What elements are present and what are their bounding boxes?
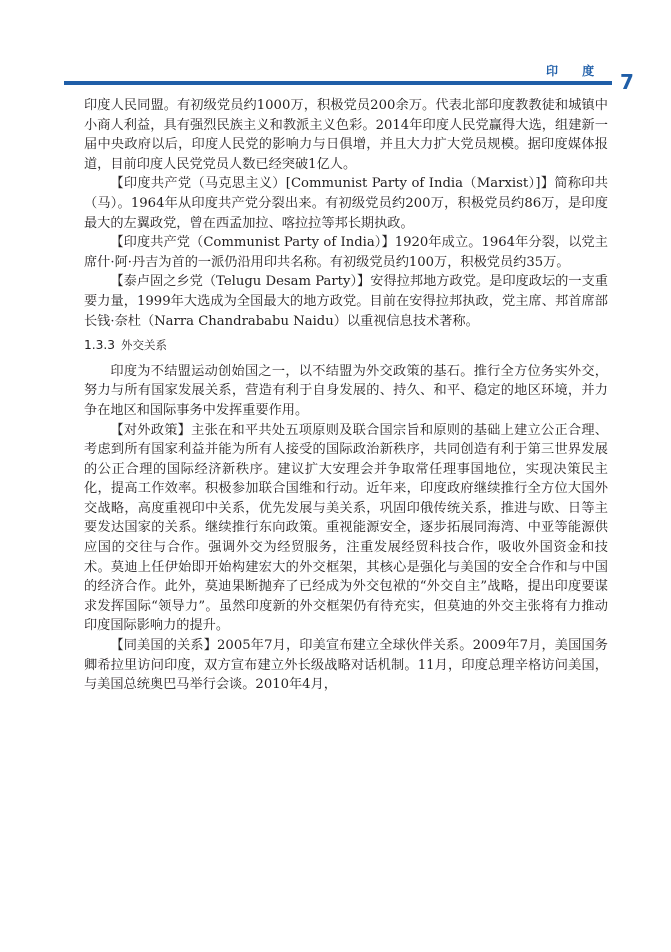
paragraph-foreign-policy: 【对外政策】主张在和平共处五项原则及联合国宗旨和原则的基础上建立公正合理、考虑到所有国家利益并能为所有人接受的国际政治新秩序，共同创造有利于第三世界发展的公正合理的国际经济新秩序。建议扩大安理会并争取常任理事国地位，实现决策民主化，提高工作效率。积极参加联合国维和行动。近年来，印度政府继续推行全方位大国外交战略，高度重视印中关系，优先发展与美关系，巩固印俄传统关系，推进与欧、日等主要发达国家的关系。继续推行东向政策。重视能源安全，逐步拓展同海湾、中亚等能源供应国的交往与合作。强调外交为经贸服务，注重发展经贸科技合作，吸收外国资金和技术。莫迪上任伊始即开始构建宏大的外交框架，其核心是强化与美国的安全合作和与中国的经济合作。此外，莫迪果断抛弃了已经成为外交包袱的“外交自主”战略，提出印度要谋求发挥国际“领导力”。虽然印度新的外交框架仍有待充实，但莫迪的外交主张将有力推动印度国际影响力的提升。: [84, 422, 608, 634]
paragraph-foreign-intro: 印度为不结盟运动创始国之一，以不结盟为外交政策的基石。推行全方位务实外交，努力与所有国家发展关系，营造有利于自身发展的、持久、和平、稳定的地区环境，并力争在地区和国际事务中发挥重要作用。: [84, 363, 608, 418]
paragraph-cpi: 【印度共产党（Communist Party of India）】1920年成立。1964年分裂，以党主席什·阿·丹吉为首的一派仍沿用印共名称。有初级党员约100万，积极党员约35万。: [84, 235, 608, 270]
paragraph-tdp: 【泰卢固之乡党（Telugu Desam Party）】安得拉邦地方政党。是印度政坛的一支重要力量，1999年大选成为全国最大的地方政党。目前在安得拉邦执政，党主席、邦首席部长钱·奈杜（Narra Chandrababu Naidu）以重视信息技术著称。: [84, 274, 608, 329]
page-number: 7: [620, 70, 634, 94]
page-body: [84, 96, 608, 695]
running-header-title: 印 度: [546, 64, 605, 78]
header-rule: [64, 81, 612, 85]
paragraph-us-relations: 【同美国的关系】2005年7月，印美宣布建立全球伙伴关系。2009年7月，美国国务卿希拉里访问印度，双方宣布建立外长级战略对话机制。11月，印度总理辛格访问美国，与美国总统奥巴马举行会谈。2010年4月，: [84, 638, 608, 693]
section-heading: [84, 336, 608, 356]
paragraph-cpi-marxist: 【印度共产党（马克思主义）[Communist Party of India（Marxist）]】简称印共（马）。1964年从印度共产党分裂出来。有初级党员约200万，积极党员约86万，是印度最大的左翼政党，曾在西孟加拉、喀拉拉等邦长期执政。: [84, 176, 608, 231]
section-number: 1.3.3: [84, 338, 116, 353]
paragraph-continued: 印度人民同盟。有初级党员约1000万，积极党员200余万。代表北部印度教教徒和城镇中小商人利益，具有强烈民族主义和教派主义色彩。2014年印度人民党赢得大选，组建新一届中央政府以后，印度人民党的影响力与日俱增，并且大力扩大党员规模。据印度媒体报道，目前印度人民党党员人数已经突破1亿人。: [84, 98, 608, 172]
section-title: 外交关系: [121, 338, 168, 353]
